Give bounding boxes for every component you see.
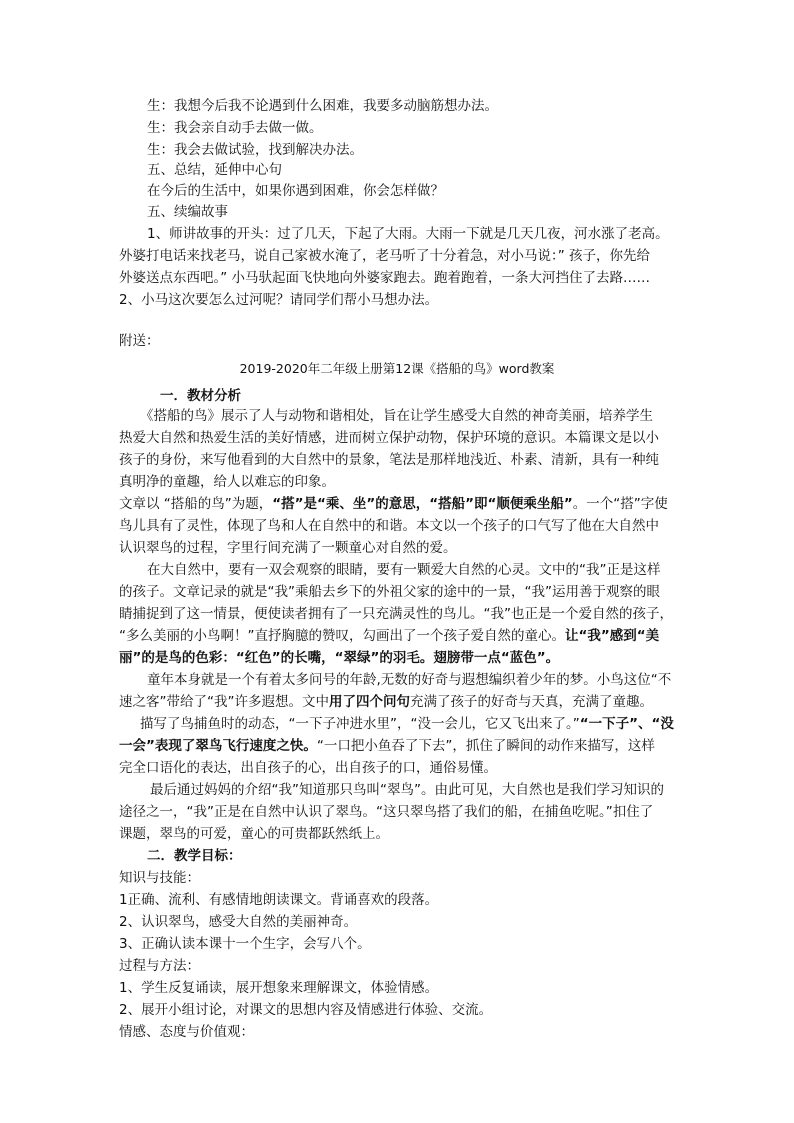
text-line: 2、认识翠鸟，感受大自然的美丽神奇。	[119, 914, 358, 930]
bold-run: 一会”表现了翠鸟飞行速度之快。	[119, 738, 317, 754]
text-line: 生：我想今后我不论遇到什么困难，我要多动脑筋想办法。	[147, 98, 498, 114]
bold-run: 让“我”感到“美	[565, 628, 660, 644]
text-line: 童年本身就是一个有着太多问号的年龄,无数的好奇与遐想编织着少年的梦。小鸟这位“不	[147, 672, 672, 688]
text-run: 充满了孩子的好奇与天真，充满了童趣。	[409, 694, 653, 710]
appendix-label: 附送：	[119, 333, 160, 349]
text-run: “一口把小鱼吞了下去”，抓住了瞬间的动作来描写，这样	[316, 738, 655, 754]
document-title: 2019-2020年二年级上册第12课《搭船的鸟》word教案	[239, 361, 555, 376]
bold-run: “搭”是“乘、坐”的意思，“搭船”即“顺便乘坐船”	[272, 496, 573, 512]
text-line: 完全口语化的表达，出自孩子的心，出自孩子的口，通俗易懂。	[119, 760, 497, 776]
text-run: 文章以 “搭船的鸟”为题，	[119, 496, 273, 512]
subheading: 知识与技能：	[119, 870, 200, 886]
text-line: 睛捕捉到了这一情景，便使读者拥有了一只充满灵性的鸟儿。“我”也正是一个爱自然的孩子，	[119, 606, 673, 622]
text-line: 认识翠鸟的过程，字里行间充满了一颗童心对自然的爱。	[119, 540, 457, 556]
subheading: 情感、态度与价值观：	[119, 1024, 254, 1040]
text-line: 丽”的是鸟的色彩：“红色”的长嘴，“翠绿”的羽毛。翅膀带一点“蓝色”。	[119, 650, 560, 666]
text-line: 外婆打电话来找老马，说自己家被水淹了，老马听了十分着急，对小马说：” 孩子，你先给	[119, 248, 651, 264]
text-line	[119, 692, 653, 712]
subheading: 过程与方法：	[119, 958, 200, 974]
text-line: 在今后的生活中，如果你遇到困难，你会怎样做？	[147, 183, 444, 199]
text-line: 2、展开小组讨论，对课文的思想内容及情感进行体验、交流。	[119, 1002, 493, 1018]
text-line: 途径之一，“我”正是在自然中认识了翠鸟。“这只翠鸟搭了我们的船，在捕鱼吃呢。”扣住了	[119, 804, 654, 820]
text-run: “多么美丽的小鸟啊！	[119, 628, 248, 644]
text-line	[119, 626, 659, 646]
text-line: 1、学生反复诵读，展开想象来理解课文，体验情感。	[119, 980, 439, 996]
text-line: 在大自然中，要有一双会观察的眼睛，要有一颗爱大自然的心灵。文中的“我”正是这样	[147, 562, 661, 578]
text-run: 描写了鸟捕鱼时的动态，“一下子冲进水里”，“没一会儿，它又飞出来了。”	[140, 716, 580, 732]
text-line: 课题，翠鸟的可爱，童心的可贵都跃然纸上。	[119, 826, 389, 842]
text-line: 1、师讲故事的开头：过了几天，下起了大雨。大雨一下就是几天几夜，河水涨了老高。	[147, 226, 669, 242]
text-line: 《搭船的鸟》展示了人与动物和谐相处，旨在让学生感受大自然的神奇美丽，培养学生	[140, 408, 653, 424]
bold-run: 用了四个问句	[328, 694, 410, 710]
text-line: 孩子的身份，来写他看到的大自然中的景象，笔法是那样地浅近、朴素、清新，具有一种纯	[119, 452, 659, 468]
text-line	[140, 714, 674, 734]
text-line: 生：我会去做试验，找到解决办法。	[147, 142, 363, 158]
text-line: 1正确、流利、有感情地朗读课文。背诵喜欢的段落。	[119, 892, 439, 908]
bold-run: “一下子”、“没	[579, 716, 674, 732]
text-line: 真明净的童趣，给人以难忘的印象。	[119, 474, 335, 490]
section-heading: 一．教材分析	[160, 388, 241, 404]
text-run: 速之客”带给了“我”许多遐想。文中	[119, 694, 329, 710]
section-heading: 五、总结，延伸中心句	[147, 162, 282, 178]
text-line	[119, 736, 655, 756]
text-line: 热爱大自然和热爱生活的美好情感，进而树立保护动物，保护环境的意识。本篇课文是以小	[119, 430, 659, 446]
text-line: 生：我会亲自动手去做一做。	[147, 120, 323, 136]
text-run: 。一个“搭”字使	[572, 496, 668, 512]
section-heading: 五、续编故事	[147, 204, 228, 220]
text-run: ”直抒胸臆的赞叹，勾画出了一个孩子爱自然的童心。	[247, 628, 565, 644]
text-line: 的孩子。文章记录的就是“我”乘船去乡下的外祖父家的途中的一景，“我”运用善于观察的眼	[119, 584, 660, 600]
text-line: 鸟儿具有了灵性，体现了鸟和人在自然中的和谐。本文以一个孩子的口气写了他在大自然中	[119, 518, 659, 534]
text-line: 3、正确认读本课十一个生字，会写八个。	[119, 936, 371, 952]
text-line: 2、小马这次要怎么过河呢？请同学们帮小马想办法。	[119, 292, 439, 308]
text-line	[119, 494, 668, 514]
section-heading: 二．教学目标：	[147, 848, 242, 864]
text-line: 最后通过妈妈的介绍“我”知道那只鸟叫“翠鸟”。由此可见，大自然也是我们学习知识的	[150, 782, 664, 798]
text-line: 外婆送点东西吧。” 小马驮起面飞快地向外婆家跑去。跑着跑着，一条大河挡住了去路……	[119, 270, 651, 286]
